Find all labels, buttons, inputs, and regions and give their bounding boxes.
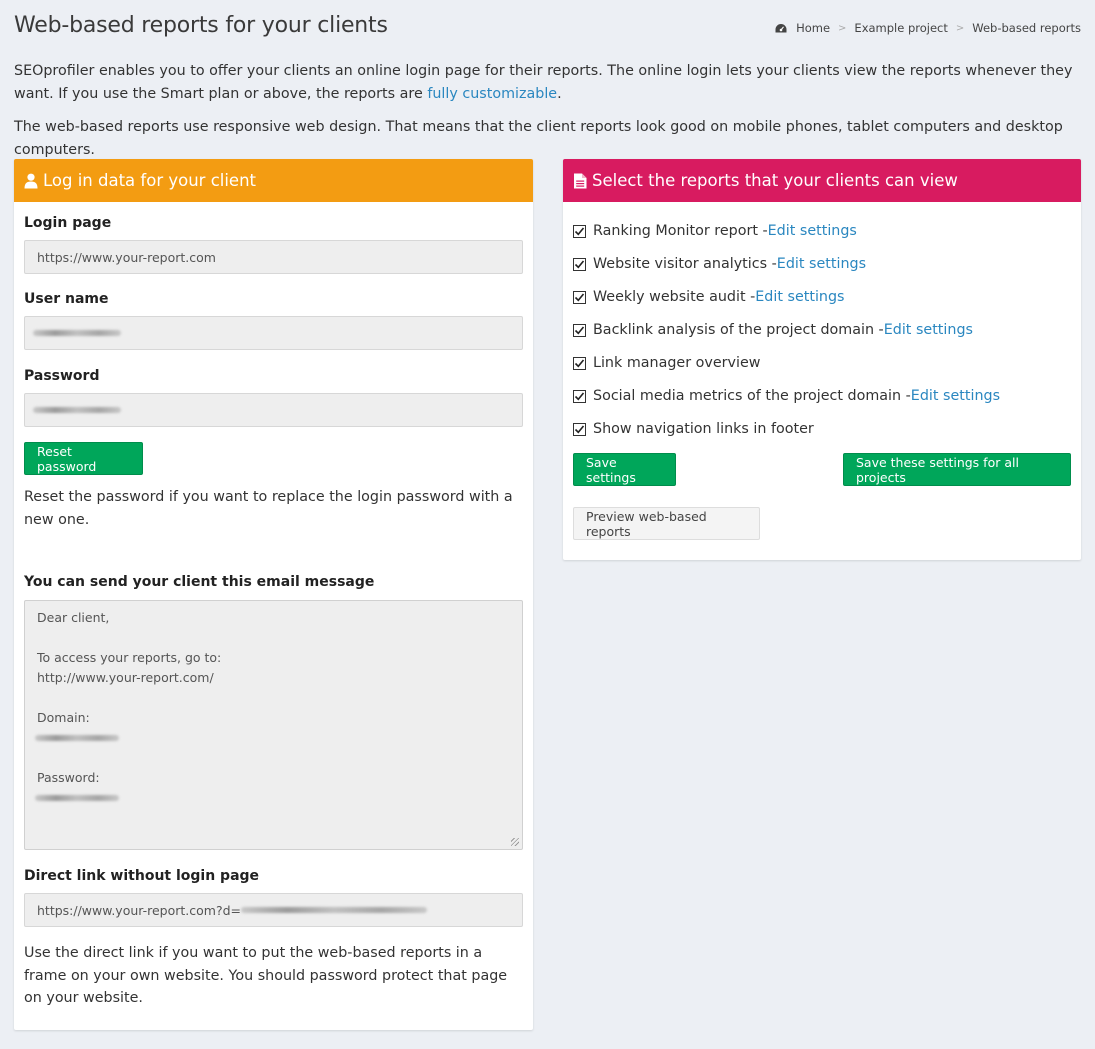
report-item-label: Weekly website audit -	[593, 289, 756, 305]
report-item-label: Backlink analysis of the project domain -	[593, 322, 884, 338]
login-page-value: https://www.your-report.com	[37, 249, 216, 265]
password-label: Password	[24, 368, 100, 384]
checkbox-checked-icon[interactable]	[573, 357, 586, 370]
direct-link-value: https://www.your-report.com?d=	[37, 902, 242, 918]
email-line	[37, 628, 510, 648]
report-item-backlink-analysis[interactable]	[573, 320, 973, 340]
login-page-label: Login page	[24, 215, 112, 231]
redacted-email-password	[35, 795, 119, 801]
edit-settings-link[interactable]: Edit settings	[910, 388, 1001, 404]
breadcrumb-separator: >	[955, 22, 965, 34]
email-line	[37, 688, 510, 708]
report-item-social-media[interactable]	[573, 386, 1000, 406]
email-message-textarea[interactable]	[24, 600, 523, 850]
report-item-label: Link manager overview	[593, 355, 761, 371]
password-field[interactable]	[24, 393, 523, 427]
save-all-projects-button[interactable]: Save these settings for all projects	[843, 453, 1071, 486]
file-text-icon	[573, 173, 587, 189]
login-page-field[interactable]	[24, 240, 523, 274]
intro-text: SEOprofiler enables you to offer your clients an online login page for their reports. The online login lets your clients view the reports whenever they want. If you use the Smart plan or above, the reports are	[14, 63, 1073, 102]
direct-link-field[interactable]	[24, 893, 523, 927]
username-field[interactable]	[24, 316, 523, 350]
resize-handle-icon[interactable]	[511, 838, 519, 846]
reset-password-button[interactable]: Reset password	[24, 442, 143, 475]
email-line	[37, 748, 510, 768]
preview-reports-button[interactable]: Preview web-based reports	[573, 507, 760, 540]
fully-customizable-link[interactable]: fully customizable	[427, 86, 558, 102]
email-line: Password:	[37, 770, 100, 785]
reports-panel-title: Select the reports that your clients can view	[592, 171, 958, 190]
save-settings-button[interactable]: Save settings	[573, 453, 676, 486]
edit-settings-link[interactable]: Edit settings	[883, 322, 973, 338]
report-item-visitor-analytics[interactable]	[573, 254, 866, 274]
reports-selection-panel	[563, 159, 1081, 560]
redacted-domain	[35, 735, 119, 741]
page-header	[14, 13, 1081, 43]
email-line: Domain:	[37, 710, 90, 725]
breadcrumb-home[interactable]: Home	[796, 21, 831, 35]
report-item-label: Show navigation links in footer	[593, 421, 814, 437]
report-item-ranking-monitor[interactable]	[573, 221, 857, 241]
checkbox-checked-icon[interactable]	[573, 258, 586, 271]
intro-paragraph-2: The web-based reports use responsive web design. That means that the client reports look good on mobile phones, tablet computers and desktop computers.	[14, 119, 1063, 158]
checkbox-checked-icon[interactable]	[573, 324, 586, 337]
checkbox-checked-icon[interactable]	[573, 390, 586, 403]
email-line	[37, 728, 510, 748]
reset-password-help: Reset the password if you want to replace the login password with a new one.	[24, 489, 513, 528]
report-item-website-audit[interactable]	[573, 287, 845, 307]
report-item-link-manager[interactable]	[573, 353, 760, 373]
email-line: http://www.your-report.com/	[37, 670, 214, 685]
login-panel-title: Log in data for your client	[43, 171, 257, 190]
login-data-panel	[14, 159, 533, 1030]
redacted-password	[33, 407, 121, 413]
login-panel-header	[14, 159, 533, 202]
breadcrumb-separator: >	[838, 22, 847, 34]
checkbox-checked-icon[interactable]	[573, 291, 586, 304]
direct-link-label: Direct link without login page	[24, 868, 260, 884]
dashboard-icon	[775, 23, 787, 34]
email-line: To access your reports, go to:	[37, 650, 222, 665]
checkbox-checked-icon[interactable]	[573, 225, 586, 238]
breadcrumb-project[interactable]: Example project	[854, 21, 948, 35]
breadcrumb-current: Web-based reports	[972, 21, 1081, 35]
page-title: Web-based reports for your clients	[14, 13, 388, 38]
reports-panel-header	[563, 159, 1081, 202]
breadcrumb	[775, 21, 1081, 35]
edit-settings-link[interactable]: Edit settings	[755, 289, 845, 305]
intro-paragraph-1	[14, 60, 1081, 106]
redacted-username	[33, 330, 121, 336]
edit-settings-link[interactable]: Edit settings	[767, 223, 857, 239]
direct-link-help: Use the direct link if you want to put the web-based reports in a frame on your own website. You should password protect that page on your website.	[24, 945, 508, 1006]
user-icon	[24, 173, 38, 189]
report-item-footer-links[interactable]	[573, 419, 814, 439]
email-line	[37, 788, 510, 808]
checkbox-checked-icon[interactable]	[573, 423, 586, 436]
intro-end: .	[557, 86, 562, 102]
edit-settings-link[interactable]: Edit settings	[776, 256, 867, 272]
report-item-label: Website visitor analytics -	[593, 256, 777, 272]
redacted-direct-link-token	[241, 907, 427, 913]
report-item-label: Ranking Monitor report -	[593, 223, 768, 239]
email-line: Dear client,	[37, 610, 110, 625]
email-message-label: You can send your client this email message	[24, 574, 375, 590]
report-item-label: Social media metrics of the project domain -	[593, 388, 911, 404]
username-label: User name	[24, 291, 109, 307]
